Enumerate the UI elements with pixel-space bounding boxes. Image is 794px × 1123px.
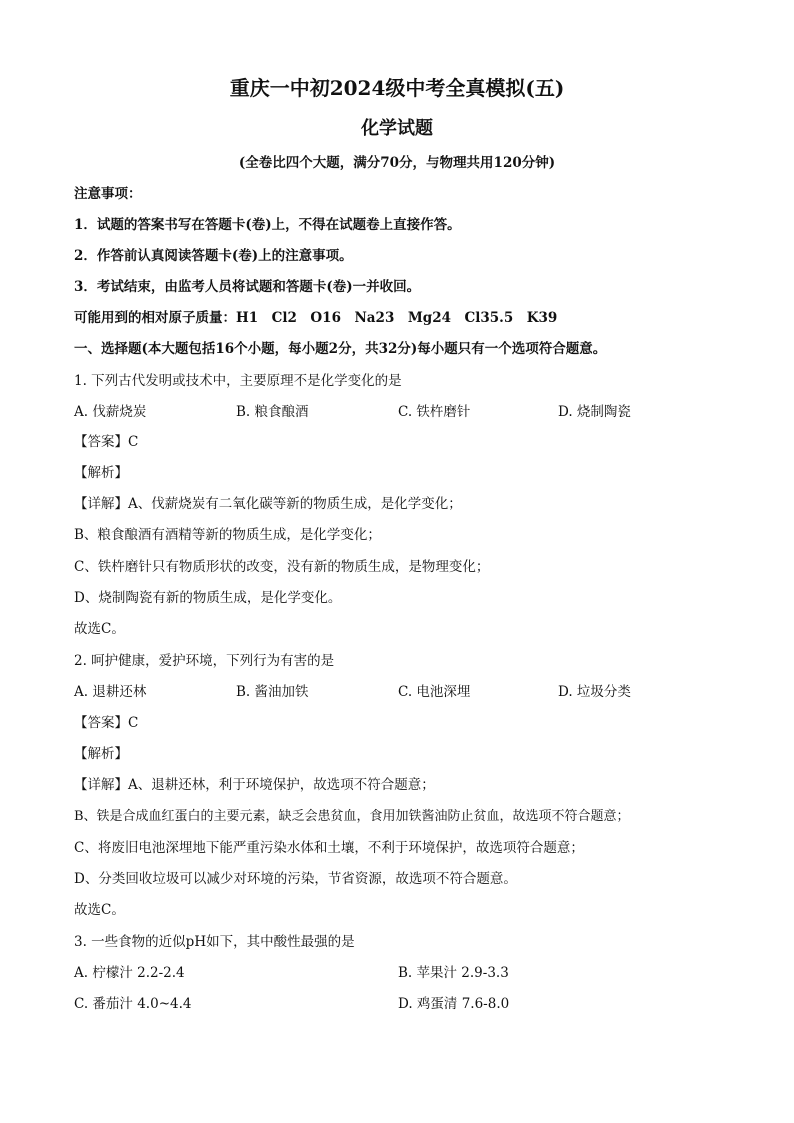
- q3-option-c: C. 番茄汁 4.0~4.4: [74, 996, 192, 1012]
- q1-detail-1: 【详解】A、伐薪烧炭有二氧化碳等新的物质生成，是化学变化；: [74, 496, 462, 512]
- q2-conclusion: 故选C。: [74, 902, 125, 918]
- q3-option-b: B. 苹果汁 2.9-3.3: [398, 965, 509, 981]
- q2-option-d: D. 垃圾分类: [558, 684, 631, 700]
- section-heading: 一、选择题(本大题包括16个小题，每小题2分，共32分)每小题只有一个选项符合题意。: [74, 341, 607, 357]
- subject-title: 化学试题: [361, 118, 433, 139]
- q3-option-d: D. 鸡蛋清 7.6-8.0: [398, 996, 510, 1012]
- question-1-stem: 1. 下列古代发明或技术中，主要原理不是化学变化的是: [74, 373, 402, 389]
- q1-detail-4: D、烧制陶瓷有新的物质生成，是化学变化。: [74, 590, 342, 606]
- q1-detail-2: B、粮食酿酒有酒精等新的物质生成，是化学变化；: [74, 527, 381, 543]
- q1-analysis: 【解析】: [74, 465, 128, 481]
- q1-detail-3: C、铁杵磨针只有物质形状的改变，没有新的物质生成，是物理变化；: [74, 559, 490, 575]
- q2-detail-4: D、分类回收垃圾可以减少对环境的污染，节省资源，故选项不符合题意。: [74, 871, 517, 887]
- q2-option-c: C. 电池深埋: [398, 684, 471, 700]
- question-3-stem: 3. 一些食物的近似pH如下，其中酸性最强的是: [74, 934, 355, 950]
- page-title: 重庆一中初2024级中考全真模拟(五): [229, 76, 565, 100]
- q2-analysis: 【解析】: [74, 746, 128, 762]
- q2-detail-1: 【详解】A、退耕还林，利于环境保护，故选项不符合题意；: [74, 777, 435, 793]
- notice-heading: 注意事项：: [74, 186, 142, 202]
- notice-item-1: 1．试题的答案书写在答题卡(卷)上，不得在试题卷上直接作答。: [74, 217, 461, 233]
- q1-option-a: A. 伐薪烧炭: [74, 404, 147, 420]
- notice-item-2: 2．作答前认真阅读答题卡(卷)上的注意事项。: [74, 248, 353, 264]
- q3-option-a: A. 柠檬汁 2.2-2.4: [74, 965, 185, 981]
- q2-detail-3: C、将废旧电池深埋地下能严重污染水体和土壤，不利于环境保护，故选项符合题意；: [74, 840, 584, 856]
- q1-option-b: B. 粮食酿酒: [236, 404, 309, 420]
- q1-option-c: C. 铁杵磨针: [398, 404, 471, 420]
- atomic-mass-line: 可能用到的相对原子质量：H1 Cl2 O16 Na23 Mg24 Cl35.5 K39: [74, 310, 558, 326]
- notice-item-3: 3．考试结束，由监考人员将试题和答题卡(卷)一并收回。: [74, 279, 421, 295]
- q2-option-b: B. 酱油加铁: [236, 684, 309, 700]
- q2-detail-2: B、铁是合成血红蛋白的主要元素，缺乏会患贫血，食用加铁酱油防止贫血，故选项不符合题意；: [74, 809, 630, 824]
- q1-option-d: D. 烧制陶瓷: [558, 404, 631, 420]
- question-2-stem: 2. 呵护健康，爱护环境，下列行为有害的是: [74, 653, 335, 669]
- q2-option-a: A. 退耕还林: [74, 684, 147, 700]
- q1-conclusion: 故选C。: [74, 621, 125, 637]
- q1-answer: 【答案】C: [74, 434, 139, 450]
- q2-answer: 【答案】C: [74, 715, 139, 731]
- exam-note: (全卷比四个大题，满分70分，与物理共用120分钟): [238, 155, 556, 171]
